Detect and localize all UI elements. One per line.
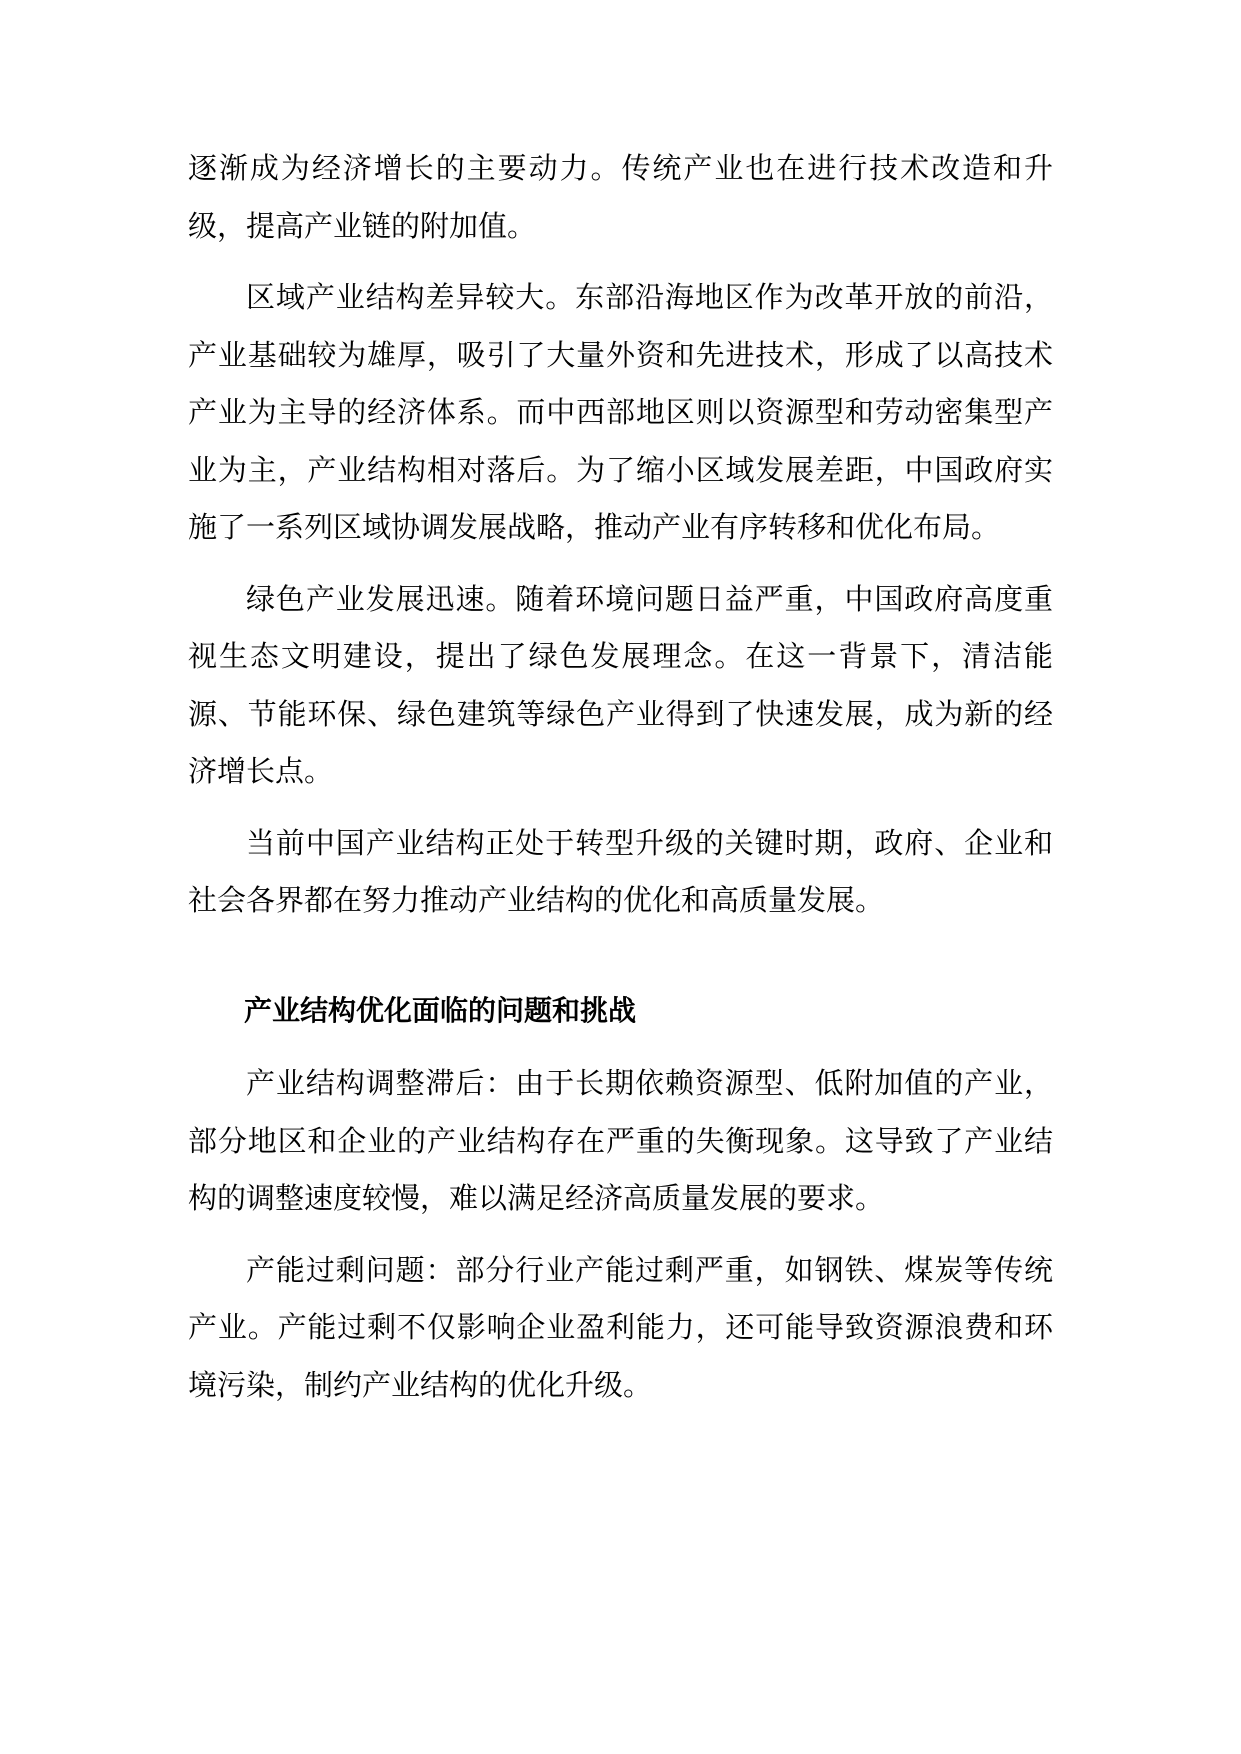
paragraph-continuation: 逐渐成为经济增长的主要动力。传统产业也在进行技术改造和升级，提高产业链的附加值。: [188, 151, 1053, 243]
document-body: [188, 140, 1053, 1428]
paragraph-transition-summary: 当前中国产业结构正处于转型升级的关键时期，政府、企业和社会各界都在努力推动产业结构的优化和高质量发展。: [188, 825, 1053, 917]
paragraph-overcapacity: 产能过剩问题：部分行业产能过剩严重，如钢铁、煤炭等传统产业。产能过剩不仅影响企业盈利能力，还可能导致资源浪费和环境污染，制约产业结构的优化升级。: [188, 1252, 1053, 1402]
paragraph-green-industry: 绿色产业发展迅速。随着环境问题日益严重，中国政府高度重视生态文明建设，提出了绿色发展理念。在这一背景下，清洁能源、节能环保、绿色建筑等绿色产业得到了快速发展，成为新的经济增长点。: [188, 581, 1053, 788]
paragraph-adjustment-lag: 产业结构调整滞后：由于长期依赖资源型、低附加值的产业，部分地区和企业的产业结构存在严重的失衡现象。这导致了产业结构的调整速度较慢，难以满足经济高质量发展的要求。: [188, 1066, 1053, 1215]
section-heading: 产业结构优化面临的问题和挑战: [244, 993, 637, 1027]
paragraph-regional-structure: 区域产业结构差异较大。东部沿海地区作为改革开放的前沿，产业基础较为雄厚，吸引了大量外资和先进技术，形成了以高技术产业为主导的经济体系。而中西部地区则以资源型和劳动密集型产业为主，产业结构相对落后。为了缩小区域发展差距，中国政府实施了一系列区域协调发展战略，推动产业有序转移和优化布局。: [188, 280, 1053, 544]
